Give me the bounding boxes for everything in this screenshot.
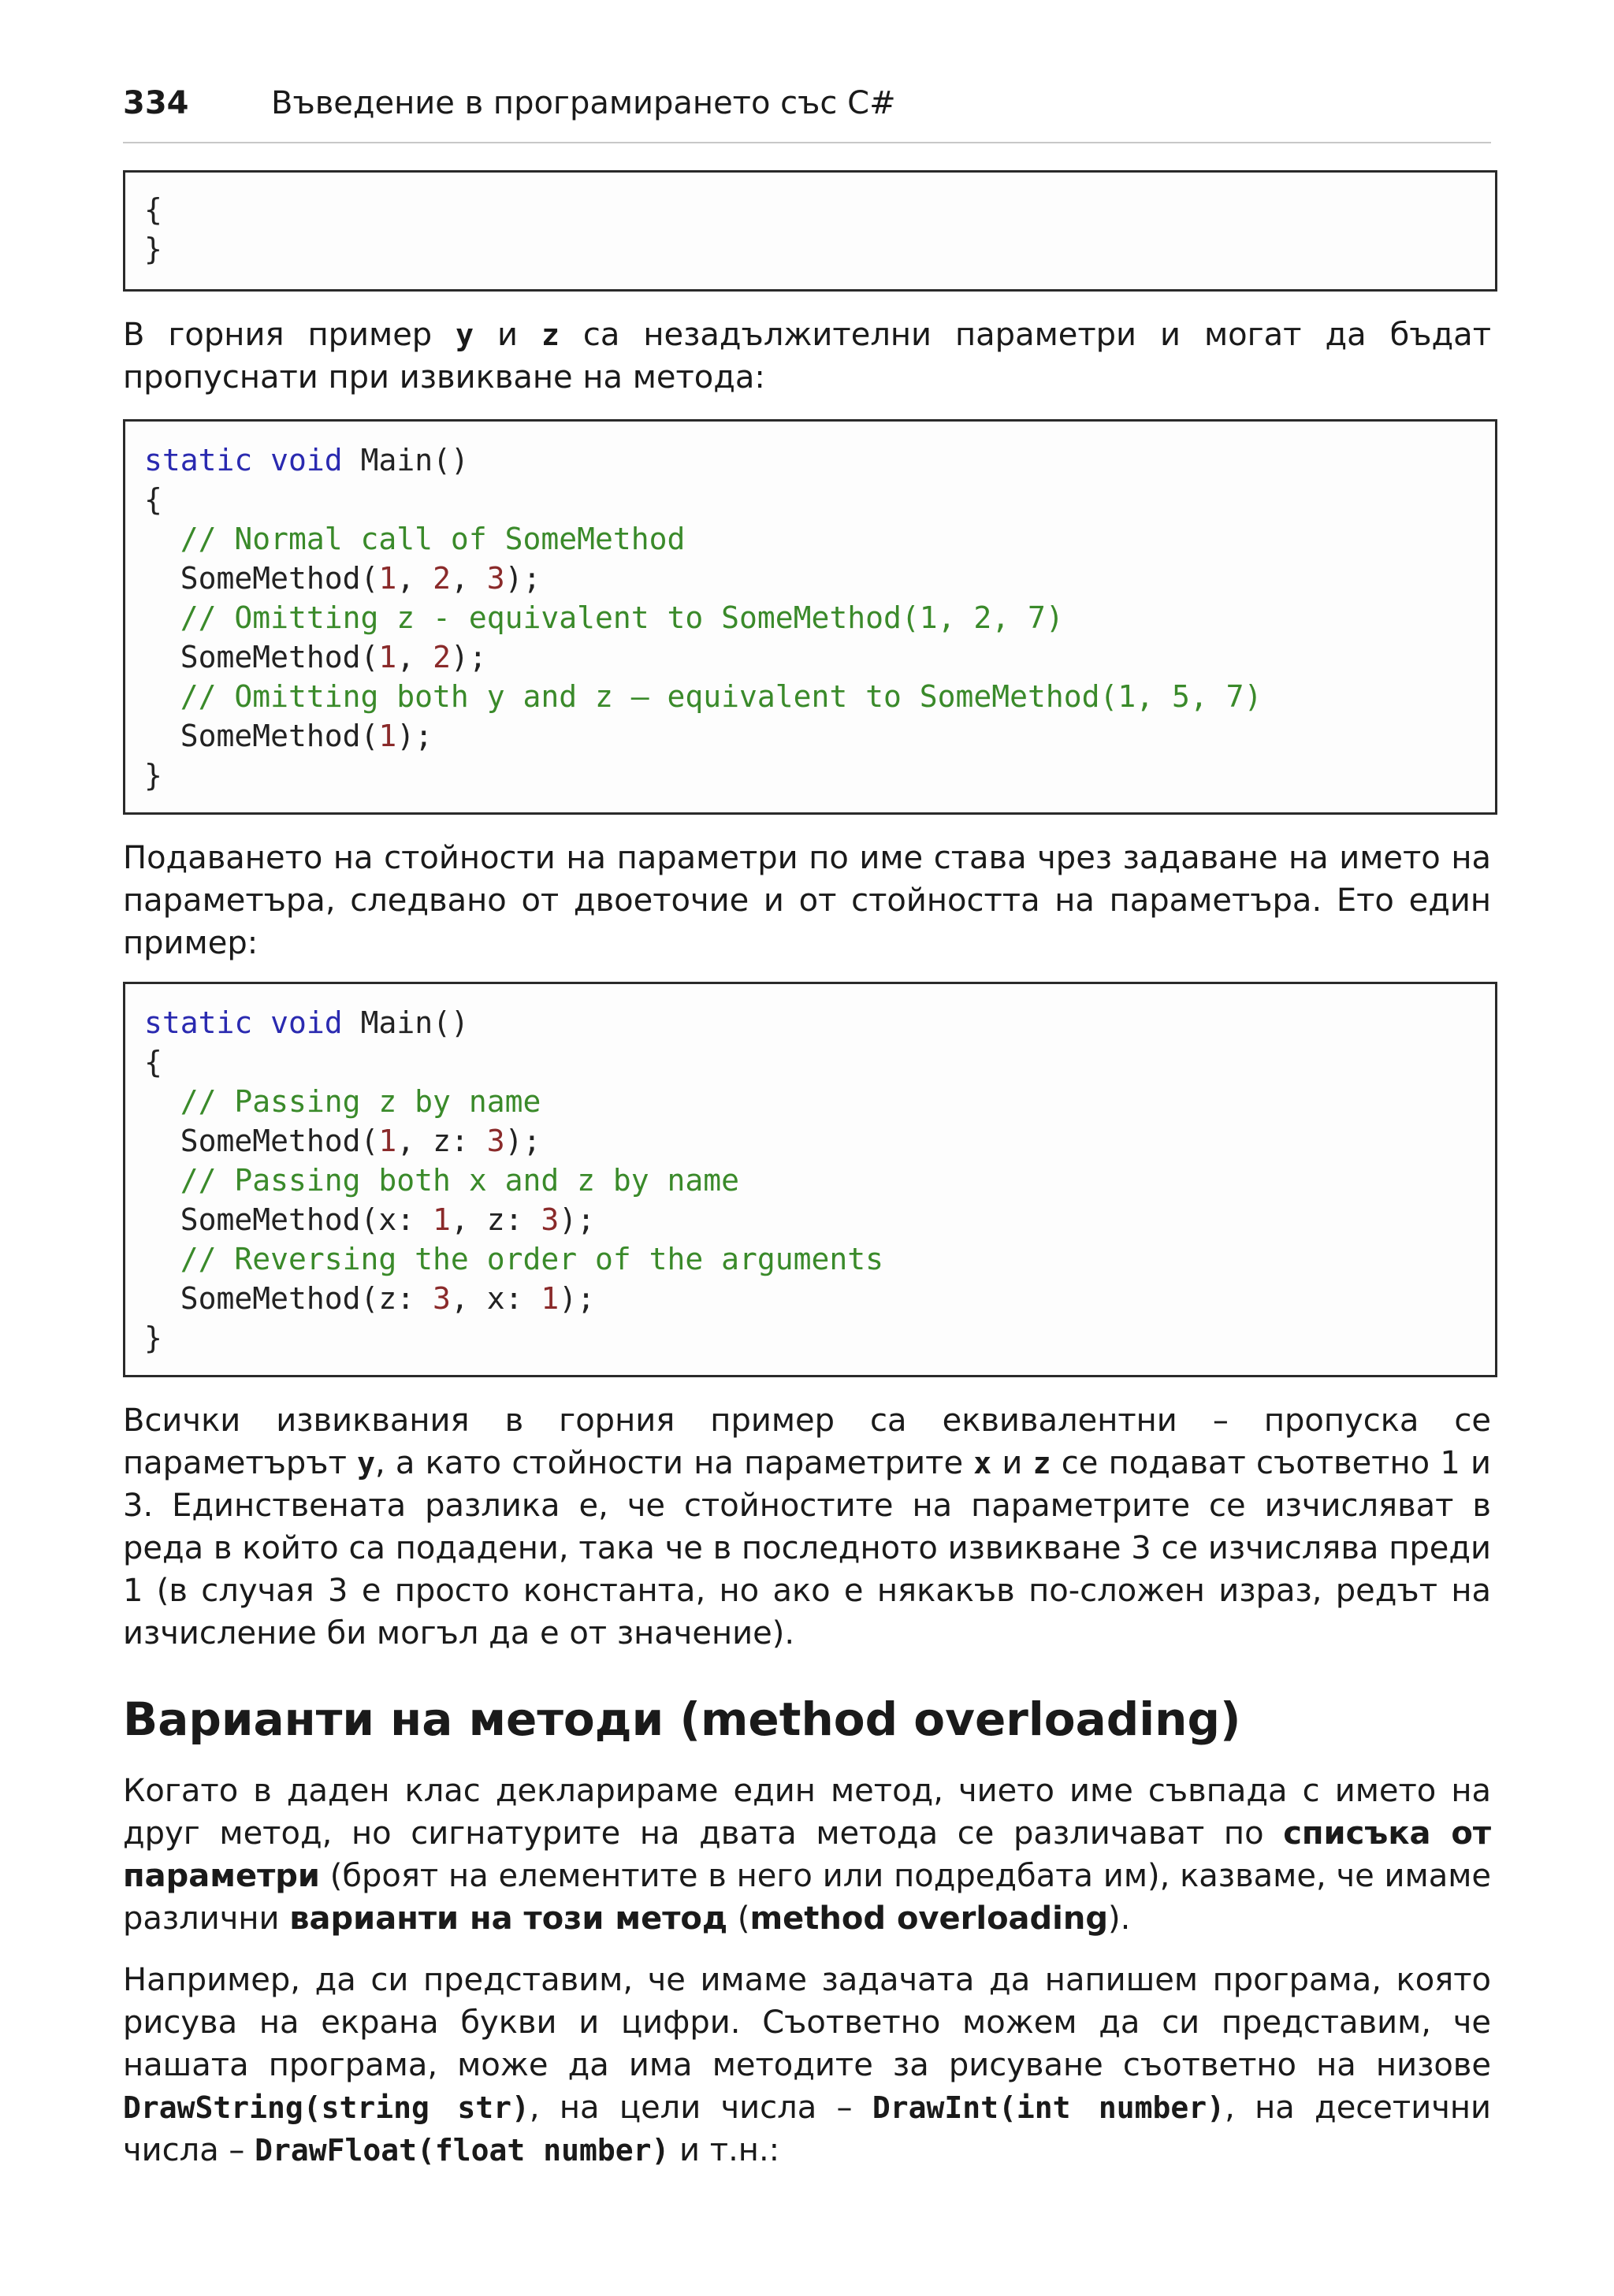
code-block-2: [123, 419, 1497, 815]
code-block-3: [123, 982, 1497, 1377]
paragraph-named-params: Подаването на стойности на параметри по име става чрез задаване на името на параметъра, следвано от двоеточие и от стойността на параметъра. Ето един пример:: [123, 840, 1491, 961]
code-line: // Omitting both y and z – equivalent to SomeMethod(1, 5, 7): [180, 679, 1263, 714]
section-heading: Варианти на методи (method overloading): [123, 1692, 1241, 1746]
page-header: [123, 79, 1491, 143]
code-line: // Passing both x and z by name: [180, 1163, 739, 1198]
inline-code-y: y: [456, 318, 474, 352]
code-line: }: [144, 758, 162, 793]
inline-code-z: z: [541, 318, 560, 352]
page-number: 334: [123, 85, 189, 121]
code-line: {: [144, 482, 162, 517]
paragraph-overloading-example: Например, да си представим, че имаме задачата да напишем програма, която рисува на екрана букви и цифри. Съответно можем да си представим, че нашата програма, може да има методите за рисуване съответно на низове DrawString(string str), на цели числа – DrawInt(int number), на десетични числа – DrawFloat(float number) и т.н.:: [123, 1962, 1491, 2168]
inline-code-drawfloat: DrawFloat(float number): [255, 2133, 670, 2168]
inline-code-z: z: [1032, 1446, 1051, 1481]
code-line: // Passing z by name: [180, 1084, 541, 1119]
inline-code-x: x: [973, 1446, 992, 1481]
paragraph-optional-params: В горния пример y и z са незадължителни параметри и могат да бъдат пропуснати при извикване на метода:: [123, 317, 1491, 396]
code-line: SomeMethod(1);: [144, 719, 433, 753]
code-line: // Omitting z - equivalent to SomeMethod(1, 2, 7): [180, 600, 1064, 635]
code-line: }: [144, 1321, 162, 1355]
paragraph-overloading-definition: Когато в даден клас декларираме един метод, чието име съвпада с името на друг метод, но сигнатурите на двата метода се различават по списъка от параметри (броят на елементите в него или подредбата им), казваме, че имаме различни варианти на този метод (method overloading).: [123, 1773, 1491, 1937]
code-line: SomeMethod(z: 3, x: 1);: [144, 1281, 595, 1316]
code-line: SomeMethod(x: 1, z: 3);: [144, 1202, 595, 1237]
code-line: static void Main(): [144, 443, 469, 477]
code-line: SomeMethod(1, 2);: [144, 640, 487, 674]
code-line: static void Main(): [144, 1005, 469, 1040]
inline-code-y: y: [357, 1446, 375, 1481]
paragraph-equivalent-calls: Всички извиквания в горния пример са еквивалентни – пропуска се параметърът y, а като стойности на параметрите x и z се подават съответно 1 и 3. Единствената разлика е, че стойностите на параметрите се изчисляват в реда в който са подадени, така че в последното извикване 3 се изчислява преди 1 (в случая 3 е просто константа, но ако е някакъв по-сложен израз, редът на изчисление би могъл да е от значение).: [123, 1402, 1491, 1651]
running-title: Въведение в програмирането със C#: [271, 85, 896, 121]
code-line: SomeMethod(1, z: 3);: [144, 1124, 541, 1158]
code-line: SomeMethod(1, 2, 3);: [180, 561, 541, 596]
code-block-1: [123, 170, 1497, 292]
code-line: // Normal call of SomeMethod: [180, 522, 686, 556]
inline-code-drawint: DrawInt(int number): [872, 2090, 1225, 2125]
code-line: // Reversing the order of the arguments: [180, 1242, 884, 1276]
code-line: {: [144, 192, 162, 227]
code-line: {: [144, 1045, 162, 1079]
inline-code-drawstring: DrawString(string str): [123, 2090, 530, 2125]
code-line: }: [144, 232, 162, 266]
